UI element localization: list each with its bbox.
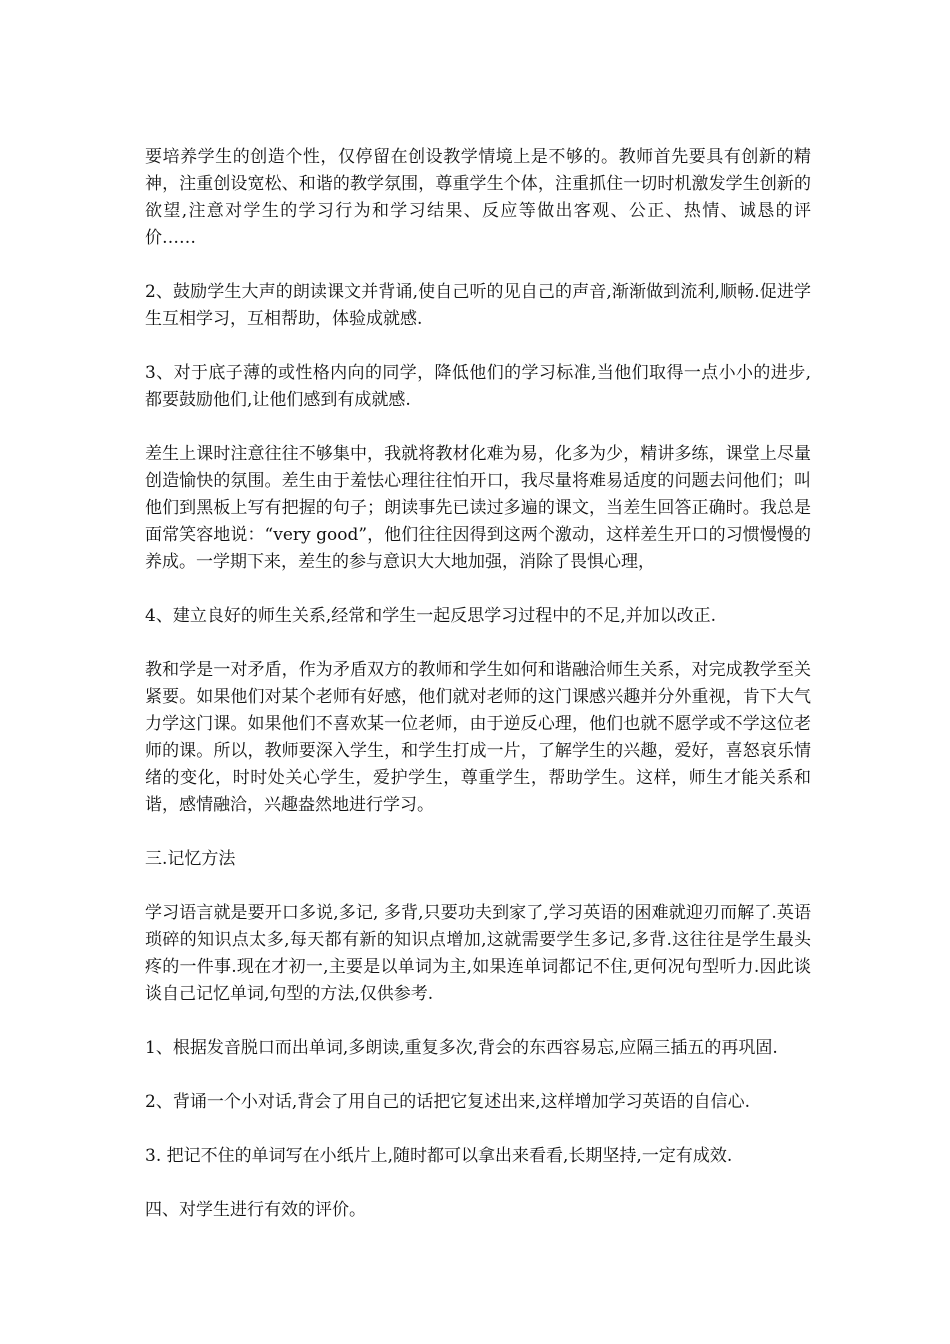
paragraph-item-2-reading: 2、鼓励学生大声的朗读课文并背诵,使自己听的见自己的声音,渐渐做到流利,顺畅.促进学生互相学习，互相帮助，体验成就感. — [145, 282, 811, 329]
paragraph-language-learning: 学习语言就是要开口多说,多记, 多背,只要功夫到家了,学习英语的困难就迎刃而解了.英语琐碎的知识点太多,每天都有新的知识点增加,这就需要学生多记,多背.这往往是学生最头疼的一件事.现在才初一,主要是以单词为主,如果连单词都记不住,更何况句型听力.因此谈谈自己记忆单词,句型的方法,仅供参考. — [145, 903, 811, 1004]
paragraph-weak-students: 差生上课时注意往往不够集中，我就将教材化难为易，化多为少，精讲多练，课堂上尽量创造愉快的氛围。差生由于羞怯心理往往怕开口，我尽量将难易适度的问题去问他们；叫他们到黑板上写有把握的句子；朗读事先已读过多遍的课文，当差生回答正确时。我总是面常笑容地说：“very good”，他们往往因得到这两个激动，这样差生开口的习惯慢慢的养成。一学期下来，差生的参与意识大大地加强，消除了畏惧心理， — [145, 444, 811, 572]
paragraph-method-1: 1、根据发音脱口而出单词,多朗读,重复多次,背会的东西容易忘,应隔三插五的再巩固. — [145, 1038, 778, 1058]
section-heading-memory-methods: 三.记忆方法 — [145, 849, 236, 869]
paragraph-method-2: 2、背诵一个小对话,背会了用自己的话把它复述出来,这样增加学习英语的自信心. — [145, 1092, 751, 1112]
paragraph-method-3: 3. 把记不住的单词写在小纸片上,随时都可以拿出来看看,长期坚持,一定有成效. — [145, 1146, 733, 1166]
section-heading-evaluation: 四、对学生进行有效的评价。 — [145, 1200, 366, 1220]
paragraph-teaching-learning: 教和学是一对矛盾，作为矛盾双方的教师和学生如何和谐融洽师生关系，对完成教学至关紧要。如果他们对某个老师有好感，他们就对老师的这门课感兴趣并分外重视，肯下大气力学这门课。如果他们不喜欢某一位老师，由于逆反心理，他们也就不愿学或不学这位老师的课。所以，教师要深入学生，和学生打成一片，了解学生的兴趣，爱好，喜怒哀乐情绪的变化，时时处关心学生，爱护学生，尊重学生，帮助学生。这样，师生才能关系和谐，感情融洽，兴趣盎然地进行学习。 — [145, 660, 811, 815]
paragraph-item-4-relationship: 4、建立良好的师生关系,经常和学生一起反思学习过程中的不足,并加以改正. — [145, 606, 717, 626]
document-body — [145, 144, 811, 1251]
paragraph-item-3-encourage: 3、对于底子薄的或性格内向的同学，降低他们的学习标准,当他们取得一点小小的进步,都要鼓励他们,让他们感到有成就感. — [145, 363, 811, 410]
paragraph-intro: 要培养学生的创造个性，仅停留在创设教学情境上是不够的。教师首先要具有创新的精神，注重创设宽松、和谐的教学氛围，尊重学生个体，注重抓住一切时机激发学生创新的欲望,注意对学生的学习行为和学习结果、反应等做出客观、公正、热情、诚恳的评价…… — [145, 147, 811, 248]
